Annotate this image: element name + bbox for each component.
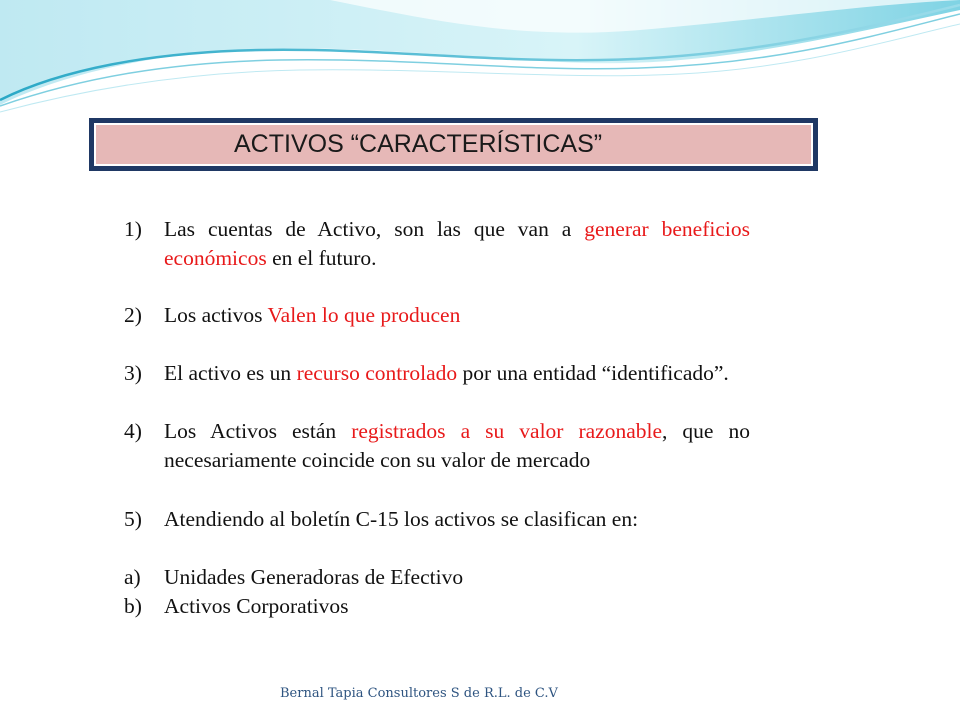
slide-footer: Bernal Tapia Consultores S de R.L. de C.V	[280, 686, 558, 701]
list-marker: b)	[124, 594, 142, 618]
list-marker: 5)	[124, 507, 142, 531]
list-item-text: Activos Corporativos	[164, 594, 349, 618]
list-item-5	[124, 505, 750, 534]
list-item-a	[124, 563, 750, 592]
header-wave-decoration	[0, 0, 960, 120]
list-marker: 2)	[124, 303, 142, 327]
list-item-3	[124, 359, 750, 388]
slide-title-box	[89, 118, 818, 171]
list-item-text: Los Activos están registrados a su valor razonable, que no necesariamente coincide con su valor de mercado	[164, 419, 750, 472]
list-item-text: Unidades Generadoras de Efectivo	[164, 565, 464, 589]
list-item-4	[124, 417, 750, 475]
list-item-text: Los activos Valen lo que producen	[164, 303, 461, 327]
list-marker: 4)	[124, 419, 142, 443]
list-item-b	[124, 592, 750, 621]
list-item-text: Las cuentas de Activo, son las que van a generar beneficios económicos en el futuro.	[164, 217, 750, 270]
slide-title-inner	[94, 123, 813, 166]
list-marker: 1)	[124, 217, 142, 241]
list-item-text: Atendiendo al boletín C-15 los activos se clasifican en:	[164, 507, 639, 531]
slide-title: ACTIVOS “CARACTERÍSTICAS”	[234, 130, 603, 158]
list-item-text: El activo es un recurso controlado por una entidad “identificado”.	[164, 361, 729, 385]
list-item-1	[124, 215, 750, 273]
list-marker: 3)	[124, 361, 142, 385]
list-marker: a)	[124, 565, 141, 589]
list-item-2	[124, 301, 750, 330]
